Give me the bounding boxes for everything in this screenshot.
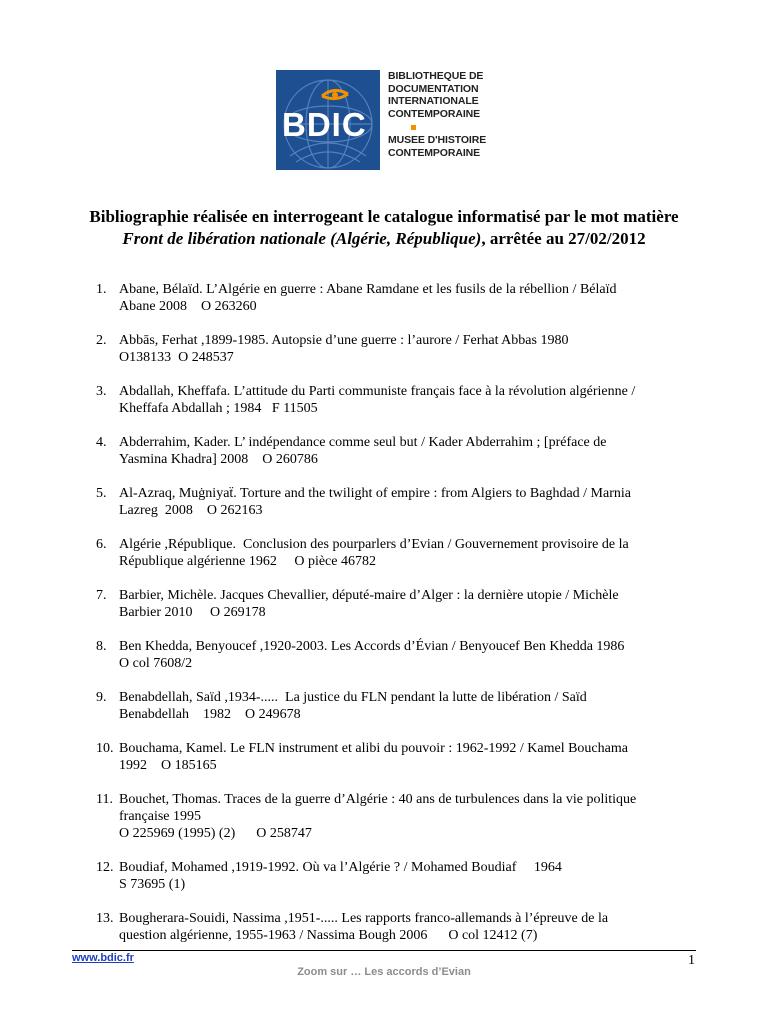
entry-number: 11. xyxy=(96,792,113,807)
entry-text xyxy=(119,434,699,468)
logo-museum-line-2: CONTEMPORAINE xyxy=(388,146,481,159)
logo-line-1: BIBLIOTHEQUE DE xyxy=(388,70,484,82)
bibliography-entry xyxy=(96,536,706,587)
bibliography-entry xyxy=(96,791,706,859)
bibliography-entry xyxy=(96,638,706,689)
entry-text xyxy=(119,587,699,621)
entry-line: O138133 O 248537 xyxy=(119,350,234,365)
entry-line: O col 7608/2 xyxy=(119,656,193,671)
entry-number: 3. xyxy=(96,384,107,399)
entry-line: Ben Khedda, Benyoucef ,1920-2003. Les Accords d’Évian / Benyoucef Ben Khedda 1986 xyxy=(119,639,625,654)
entry-number: 1. xyxy=(96,282,107,297)
entry-number: 13. xyxy=(96,911,114,926)
bibliography-entry xyxy=(96,689,706,740)
entry-text xyxy=(119,332,699,366)
entry-line: O 225969 (1995) (2) O 258747 xyxy=(119,826,312,841)
logo-brand-text: BDIC xyxy=(282,106,367,143)
bibliography-entry xyxy=(96,434,706,485)
entry-line: Abbās, Ferhat ,1899-1985. Autopsie d’une guerre : l’aurore / Ferhat Abbas 1980 xyxy=(119,333,569,348)
page-number: 1 xyxy=(688,953,695,968)
entry-number: 6. xyxy=(96,537,107,552)
entry-line: Bouchet, Thomas. Traces de la guerre d’Algérie : 40 ans de turbulences dans la vie politique xyxy=(119,792,637,807)
logo-line-2: DOCUMENTATION xyxy=(388,82,479,95)
entry-line: Algérie ,République. Conclusion des pourparlers d’Evian / Gouvernement provisoire de la xyxy=(119,537,629,552)
bibliography-entry xyxy=(96,332,706,383)
entry-line: Bouchama, Kamel. Le FLN instrument et alibi du pouvoir : 1962-1992 / Kamel Bouchama xyxy=(119,741,628,756)
entry-line: 1992 O 185165 xyxy=(119,758,217,773)
entry-line: Barbier 2010 O 269178 xyxy=(119,605,266,620)
entry-line: Abane, Bélaïd. L’Algérie en guerre : Abane Ramdane et les fusils de la rébellion / Bélaïd xyxy=(119,282,617,297)
bibliography-entry xyxy=(96,383,706,434)
bibliography-entry xyxy=(96,740,706,791)
bibliography-entry xyxy=(96,485,706,536)
entry-line: Kheffafa Abdallah ; 1984 F 11505 xyxy=(119,401,318,416)
entry-line: question algérienne, 1955-1963 / Nassima Bough 2006 O col 12412 (7) xyxy=(119,928,538,943)
entry-line: Abderrahim, Kader. L’ indépendance comme seul but / Kader Abderrahim ; [préface de xyxy=(119,435,607,450)
footer-caption: Zoom sur … Les accords d’Evian xyxy=(297,966,471,978)
entry-text xyxy=(119,791,699,842)
entry-line: française 1995 xyxy=(119,809,202,824)
entry-number: 2. xyxy=(96,333,107,348)
title-part-2: , arrêtée au 27/02/2012 xyxy=(481,229,646,248)
entry-line: Benabdellah, Saïd ,1934-..... La justice du FLN pendant la lutte de libération / Saïd xyxy=(119,690,587,705)
entry-line: Lazreg 2008 O 262163 xyxy=(119,503,263,518)
entry-line: Boudiaf, Mohamed ,1919-1992. Où va l’Algérie ? / Mohamed Boudiaf 1964 xyxy=(119,860,562,875)
entry-line: Al-Azraq, Muġniyaẗ. Torture and the twilight of empire : from Algiers to Baghdad / Marnia xyxy=(119,486,631,501)
bibliography-entry xyxy=(96,587,706,638)
entry-number: 10. xyxy=(96,741,114,756)
entry-text xyxy=(119,689,699,723)
bibliography-entry xyxy=(96,281,706,332)
logo-orange-dot xyxy=(411,125,416,130)
entry-text xyxy=(119,859,699,893)
entry-text xyxy=(119,281,699,315)
entry-text xyxy=(119,485,699,519)
entry-number: 8. xyxy=(96,639,107,654)
logo-line-3: INTERNATIONALE xyxy=(388,95,479,107)
entry-text xyxy=(119,536,699,570)
website-link[interactable]: www.bdic.fr xyxy=(72,952,134,964)
entry-number: 12. xyxy=(96,860,114,875)
logo-museum-line-1: MUSEE D'HISTOIRE xyxy=(388,134,487,146)
entry-line: Abane 2008 O 263260 xyxy=(119,299,257,314)
entry-text xyxy=(119,740,699,774)
entry-line: Barbier, Michèle. Jacques Chevallier, député-maire d’Alger : la dernière utopie / Michèle xyxy=(119,588,619,603)
bdic-logo xyxy=(276,70,498,176)
title-part-1: Bibliographie réalisée en interrogeant le catalogue informatisé par le mot matière xyxy=(89,207,679,226)
logo-line-4: CONTEMPORAINE xyxy=(388,107,481,120)
bibliography-list xyxy=(96,281,706,961)
bibliography-entry xyxy=(96,910,706,961)
entry-text xyxy=(119,910,699,944)
entry-number: 7. xyxy=(96,588,107,603)
title-subject: Front de libération nationale (Algérie, République) xyxy=(122,229,482,248)
bibliography-entry xyxy=(96,859,706,910)
entry-line: S 73695 (1) xyxy=(119,877,186,892)
logo-institution-text xyxy=(388,70,500,159)
entry-line: Abdallah, Kheffafa. L’attitude du Parti communiste français face à la révolution algérienne / xyxy=(119,384,636,399)
footer-divider xyxy=(72,950,696,951)
page-title xyxy=(80,206,688,250)
entry-text xyxy=(119,638,699,672)
entry-number: 4. xyxy=(96,435,107,450)
entry-number: 5. xyxy=(96,486,107,501)
entry-number: 9. xyxy=(96,690,107,705)
entry-line: Benabdellah 1982 O 249678 xyxy=(119,707,301,722)
entry-line: Yasmina Khadra] 2008 O 260786 xyxy=(119,452,318,467)
entry-text xyxy=(119,383,699,417)
entry-line: Bougherara-Souidi, Nassima ,1951-..... Les rapports franco-allemands à l’épreuve de la xyxy=(119,911,609,926)
entry-line: République algérienne 1962 O pièce 46782 xyxy=(119,554,376,569)
bdic-logo-mark xyxy=(276,70,380,170)
